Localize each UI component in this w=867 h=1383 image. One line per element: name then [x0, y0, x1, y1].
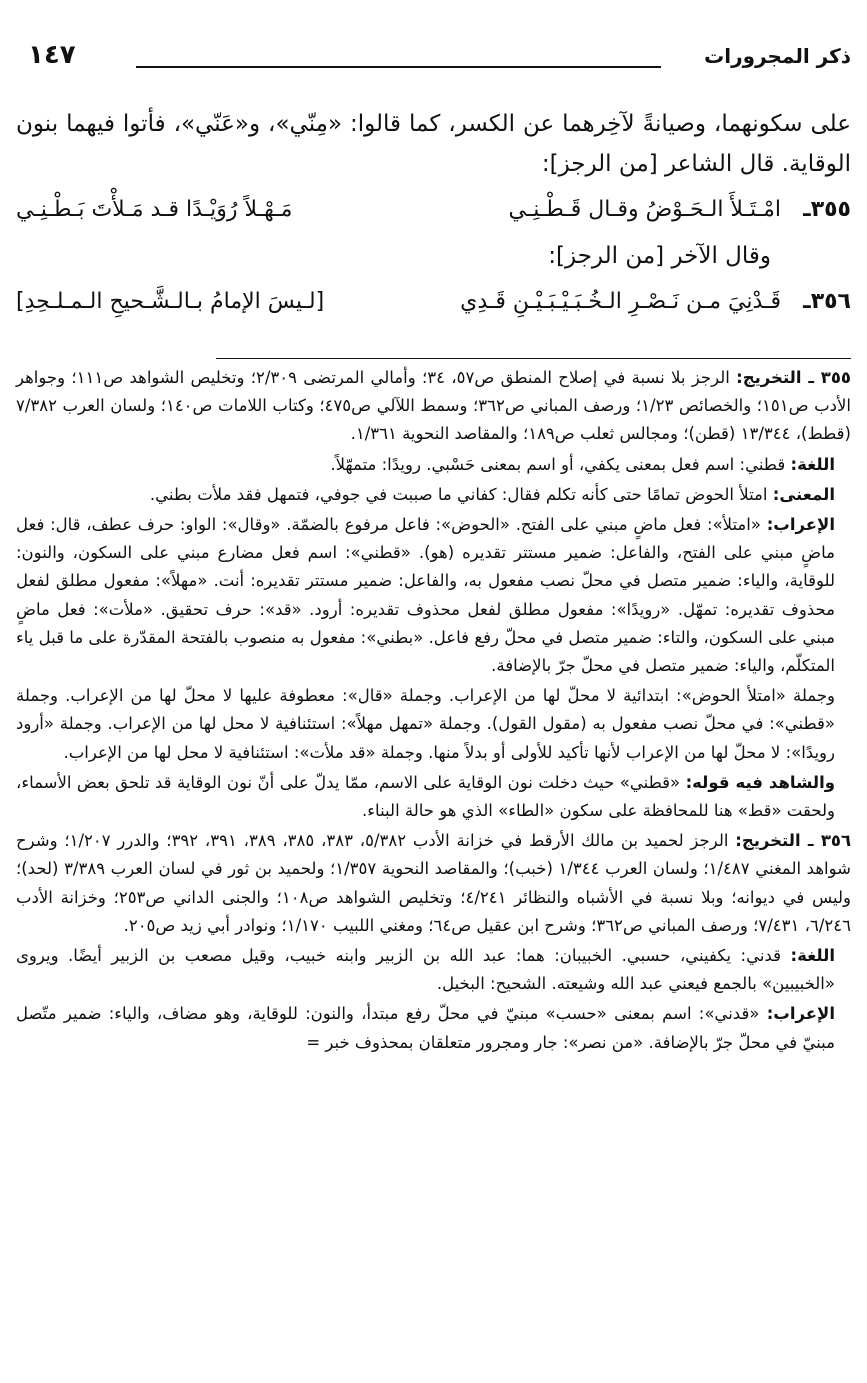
note-text: «قدني»: اسم بمعنى «حسب» مبنيّ في محلّ رفع مبتدأ، والنون: للوقاية، وهو مضاف، والياء: ضمير متّصل مبنيّ في محلّ جرّ بالإضافة. «من نصر»: جار ومجرور متعلقان بمحذوف خبر =: [16, 1004, 835, 1052]
footnote-irab-355: [16, 511, 851, 680]
footnote-divider: [216, 358, 851, 359]
page-header: [16, 40, 851, 76]
verse-356: [16, 276, 851, 328]
note-text: الرجز لحميد بن مالك الأرقط في خزانة الأدب ٥/٣٨٢، ٣٨٣، ٣٨٥، ٣٨٩، ٣٩١، ٣٩٢؛ والدرر ١/٢٠٧؛ وشرح شواهد المغني ١/٤٨٧؛ ولسان العرب ١/٣٤٤ (خبب)؛ والمقاصد النحوية ١/٣٥٧؛ ولحميد بن ثور في لسان العرب ٣/٣٨٩ (لحد)؛ وليس في ديوانه؛ وبلا نسبة في الأشباه والنظائر ٤/٢٤١؛ وتخليص الشواهد ص١٠٨؛ والجنى الداني ص٢٥٣؛ وخزانة الأدب ٦/٢٤٦، ٧/٤٣١؛ ورصف المباني ص٣٦٢؛ وشرح ابن عقيل ص٦٤؛ ومغني اللبيب ١/١٧٠؛ ونوادر أبي زيد ص٢٠٥.: [16, 831, 851, 935]
note-text: «قطني» حيث دخلت نون الوقاية على الاسم، ممّا يدلّ على أنّ نون الوقاية قد تلحق بعض الأسماء، ولحقت «قط» هنا للمحافظة على سكون «الطاء» الذي هو حالة البناء.: [16, 772, 835, 821]
page-number: ١٤٧: [28, 40, 76, 70]
note-text: امتلأ الحوض تمامًا حتى كأنه تكلم فقال: كفاني ما صببت في جوفي، فتمهل فقد ملأت بطني.: [149, 484, 768, 504]
paragraph: على سكونهما، وصيانةً لآخِرهما عن الكسر، كما قالوا: «مِنّي»، و«عَنّي»، فأتوا فيهما بنون الوقاية. قال الشاعر [من الرجز]:: [16, 111, 851, 177]
note-label: الإعراب:: [766, 1004, 835, 1024]
chapter-title: ذكر المجرورات: [704, 44, 851, 68]
book-page: [16, 0, 851, 1383]
note-label: والشاهد فيه قوله:: [685, 772, 835, 792]
footnote-mana-355: [16, 481, 851, 509]
verse-hemistich-2: [لـيسَ الإمامُ بـالـشَّـحيحِ الـمـلـحِدِ]: [16, 289, 325, 314]
verse-hemistich-1: امْـتَـلأَ الـحَـوْضُ وقـال قَـطْـنِـي: [508, 197, 781, 222]
note-label: الإعراب:: [766, 515, 835, 535]
verse-number: ٣٥٦ـ: [803, 289, 851, 314]
footnote-lugha-356: [16, 942, 851, 998]
footnote-takhrij-355: [16, 364, 851, 449]
footnote-shahid-355: [16, 769, 851, 825]
main-text: [16, 104, 851, 328]
note-label: المعنى:: [772, 484, 835, 504]
footnote-lugha-355: [16, 451, 851, 479]
note-label: ٣٥٥ ـ التخريج:: [736, 368, 851, 387]
verse-355: [16, 184, 851, 236]
header-rule: [136, 66, 661, 68]
verse-number: ٣٥٥ـ: [803, 197, 851, 222]
verse-hemistich-1: قَـدْنِيَ مـن نَـصْـرِ الـخُـبَـيْـبَـيْـنِ قَـدِي: [460, 289, 781, 314]
note-label: اللغة:: [790, 946, 835, 966]
note-label: اللغة:: [790, 454, 835, 474]
footnote-takhrij-356: [16, 827, 851, 940]
note-text: قطني: اسم فعل بمعنى يكفي، أو اسم بمعنى حَسْبي. رويدًا: متمهّلاً.: [330, 454, 786, 474]
note-text: الرجز بلا نسبة في إصلاح المنطق ص٥٧، ٣٤؛ وأمالي المرتضى ٢/٣٠٩؛ وتخليص الشواهد ص١١١؛ وجواهر الأدب ص١٥١؛ والخصائص ١/٢٣؛ ورصف المباني ص٣٦٢؛ وسمط اللآلي ص٤٧٥؛ وكتاب اللامات ص١٤٠؛ ولسان العرب ٧/٣٨٢ (قطط)، ١٣/٣٤٤ (قطن)؛ ومجالس ثعلب ص١٨٩؛ والمقاصد النحوية ١/٣٦١.: [16, 368, 851, 444]
note-text: قدني: يكفيني، حسبي. الخبيبان: هما: عبد الله بن الزبير وابنه خبيب، وقيل مصعب بن الزبير أيضًا. ويروى «الخبيبين» بالجمع فيعني عبد الله وشيعته. الشحيح: البخيل.: [16, 946, 835, 994]
footnote-irab-356: [16, 1000, 851, 1056]
verse-hemistich-2: مَـهْـلاً رُوَيْـدًا قـد مَـلأْتَ بَـطْـنِـي: [16, 197, 293, 222]
verse-intro: وقال الآخر [من الرجز]:: [548, 243, 771, 269]
footnotes: [16, 364, 851, 1059]
footnote-jumal-355: وجملة «امتلأ الحوض»: ابتدائية لا محلّ لها من الإعراب. وجملة «قال»: معطوفة عليها لا محلّ لها من الإعراب. وجملة «قطني»: في محلّ نصب مفعول به (مقول القول). وجملة «تمهل مهلاً»: استئنافية لا محل لها من الإعراب. وجملة «أرود رويدًا»: لا محلّ لها من الإعراب لأنها تأكيد للأولى أو بدلاً منها. وجملة «قد ملأت»: استئنافية لا محل لها من الإعراب.: [16, 686, 835, 762]
note-label: ٣٥٦ ـ التخريج:: [735, 831, 852, 851]
note-text: «امتلأ»: فعل ماضٍ مبني على الفتح. «الحوض»: فاعل مرفوع بالضمّة. «وقال»: الواو: حرف عطف، قال: فعل ماضٍ مبني على الفتح، والفاعل: ضمير مستتر تقديره (هو). «قطني»: اسم فعل مضارع مبني على السكون، والنون: للوقاية، والياء: ضمير متصل في محلّ نصب مفعول به، والفاعل: ضمير مستتر تقديره: أنت. «مهلاً»: مفعول مطلق لفعل محذوف تقديره: تمهّل. «رويدًا»: مفعول مطلق لفعل محذوف تقديره: أرود. «قد»: حرف تحقيق. «ملأت»: فعل ماضٍ مبني على السكون، والتاء: ضمير متصل في محلّ رفع فاعل. «بطني»: مفعول به منصوب بالفتحة المقدّرة على ما قبل ياء المتكلّم، والياء: ضمير متصل في محلّ جرّ بالإضافة.: [16, 515, 835, 676]
